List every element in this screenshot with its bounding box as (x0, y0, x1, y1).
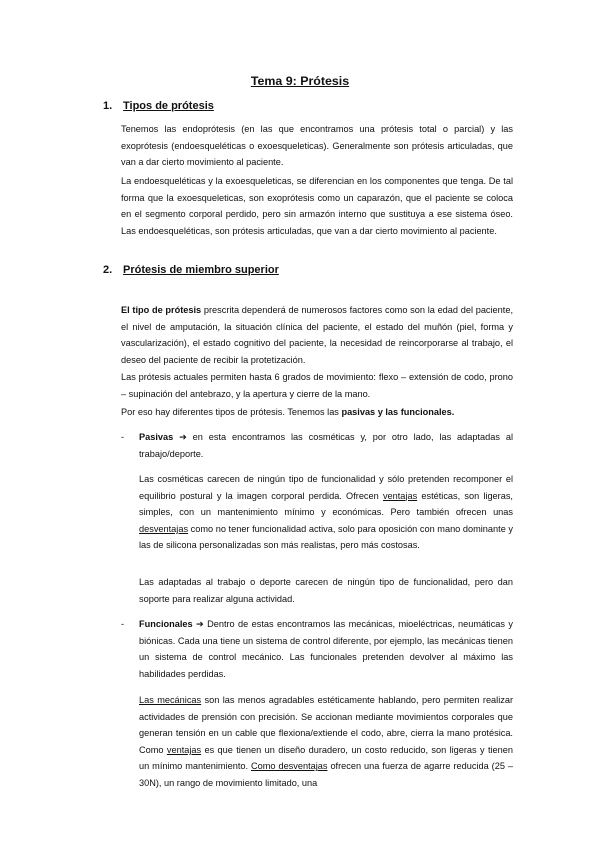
mecanicas-desventajas: Como desventajas (251, 761, 328, 772)
arrow-icon: ➔ (179, 432, 187, 442)
section-2-heading (103, 262, 279, 278)
paragraph-cosmeticas (139, 471, 513, 554)
cosmeticas-text-a: Las cosméticas carecen de ningún tipo de funcionalidad y sólo pretenden recomponer el equilibrio postural y la imagen corporal perdida. Ofrecen (139, 474, 513, 501)
tipos-bold: pasivas y las funcionales. (341, 407, 455, 417)
arrow-icon: ➔ (196, 619, 204, 629)
tipo-protesis-bold: El tipo de prótesis (121, 305, 202, 315)
paragraph-adaptadas: Las adaptadas al trabajo o deporte carecen de ningún tipo de funcionalidad, pero dan soporte para realizar alguna actividad. (139, 577, 513, 604)
paragraph-tipo-protesis (121, 302, 513, 368)
cosmeticas-ventajas: ventajas (382, 490, 418, 501)
paragraph-endoprotesis: Tenemos las endoprótesis (en las que encontramos una prótesis total o parcial) y las exoprótesis (endoesqueléticas o exoesqueleticas). Generalmente son prótesis articuladas, que van a dar cierto movimiento al paciente. (121, 124, 513, 168)
section-1-heading (103, 98, 214, 114)
mecanicas-text-a: son las menos agradables estéticamente hablando, pero permiten realizar actividades de prensión con precisión. Se accionan mediante movimientos corporales que generan tensión en un cable que flexiona/extiende el codo, abre, cierra la mano protésica. Como (139, 695, 514, 755)
section-1-number: 1. (103, 100, 113, 112)
paragraph-funcionales (139, 616, 513, 682)
funcionales-label: Funcionales (139, 619, 193, 629)
mecanicas-ventajas: ventajas (166, 744, 202, 755)
section-2-number: 2. (103, 264, 113, 276)
cosmeticas-desventajas: desventajas (139, 523, 189, 534)
tipo-protesis-text: prescrita dependerá de numerosos factores como son la edad del paciente, el nivel de amputación, la situación clínica del paciente, el estado del muñón (piel, forma y vascularización), el estado cognitivo del paciente, la necesidad de reincorporarse al trabajo, el deseo del paciente de recibir la protetización. (121, 305, 513, 365)
cosmeticas-text-b: estéticas, son ligeras, simples, con un mantenimiento mínimo y económicas. Pero también ofrecen unas (139, 490, 513, 518)
paragraph-tipos (121, 404, 513, 421)
paragraph-grados-movimiento: Las prótesis actuales permiten hasta 6 grados de movimiento: flexo – extensión de codo, prono – supinación del antebrazo, y la apertura y cierre de la mano. (121, 372, 513, 399)
funcionales-text: Dentro de estas encontramos las mecánicas, mioeléctricas, neumáticas y biónicas. Cada una tiene un sistema de control diferente, por ejemplo, las mecánicas tienen un sistema de control mecánico. Las funcionales pretenden devolver al máximo las habilidades perdidas. (139, 619, 513, 679)
bullet-funcionales: - (121, 619, 125, 629)
paragraph-pasivas (139, 429, 513, 462)
bullet-pasivas: - (121, 432, 125, 442)
paragraph-endoesqueleticas: La endoesqueléticas y la exoesqueleticas, se diferencian en los componentes que tenga. De tal forma que la exoesqueleticas, son exoprótesis como un caparazón, que el paciente se coloca en el segmento corporal perdido, pero sin armazón interno que sustituya a ese sistema óseo. Las endoesqueléticas, son prótesis articuladas, que van a dar cierto movimiento al paciente. (121, 176, 513, 236)
cosmeticas-text-c: como no tener funcionalidad activa, solo para oposición con mano dominante y las de silicona personalizadas son más realistas, pero más costosas. (139, 523, 513, 551)
section-1-title: Tipos de prótesis (123, 100, 214, 112)
section-2-title: Prótesis de miembro superior (123, 264, 279, 276)
document-title: Tema 9: Prótesis (250, 74, 350, 88)
tipos-text: Por eso hay diferentes tipos de prótesis. Tenemos las (121, 407, 342, 417)
pasivas-text: en esta encontramos las cosméticas y, por otro lado, las adaptadas al trabajo/deporte. (139, 432, 513, 459)
mecanicas-text-b: es que tienen un diseño duradero, un costo reducido, son ligeras y tienen un mínimo mantenimiento. (139, 744, 513, 772)
paragraph-mecanicas (139, 692, 513, 792)
mecanicas-text-c: ofrecen una fuerza de agarre reducida (25 – 30N), un rango de movimiento limitado, una (139, 761, 514, 788)
pasivas-label: Pasivas (139, 432, 174, 442)
mecanicas-label: Las mecánicas (139, 695, 202, 705)
